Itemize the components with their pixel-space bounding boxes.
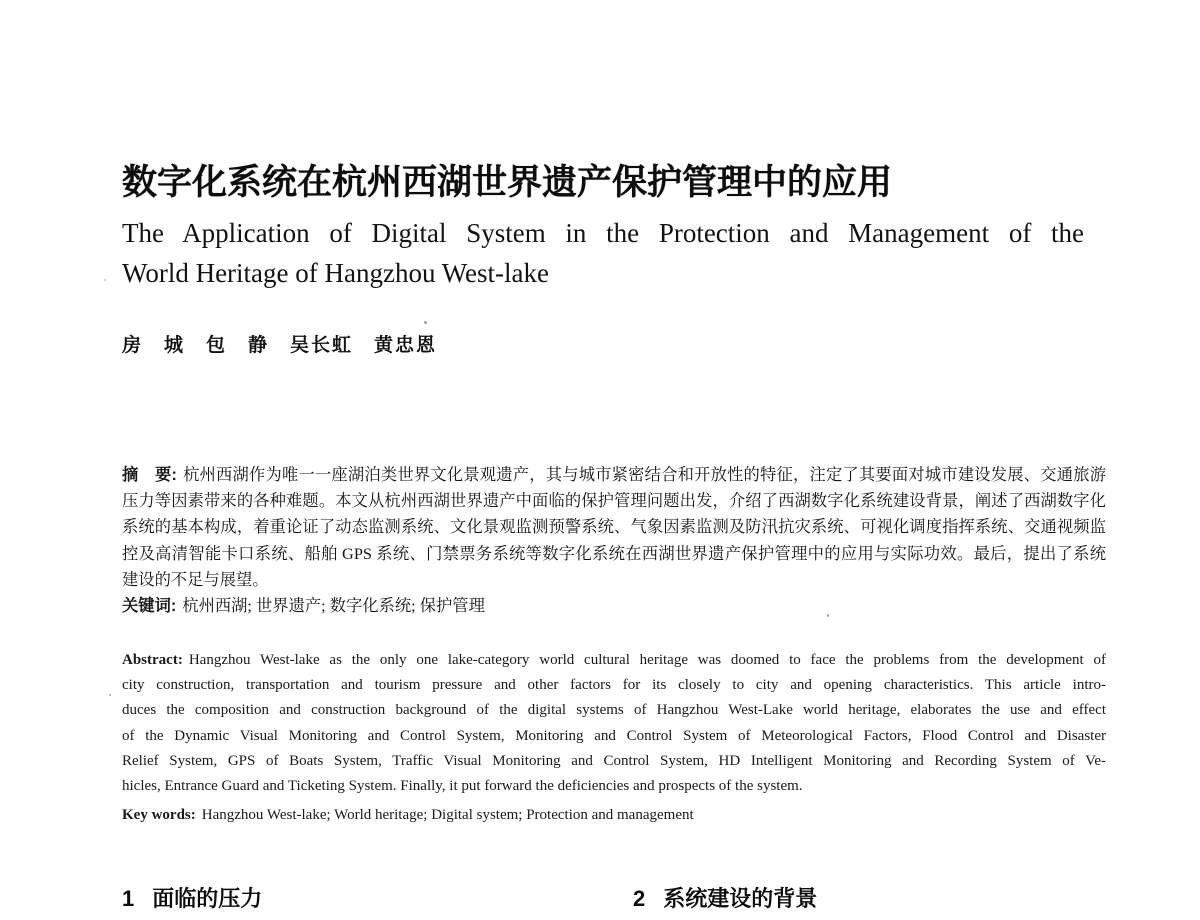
abstract-en-line: of the Dynamic Visual Monitoring and Control System, Monitoring and Control System of Meteorological Factors, Flood Control and Disaster (122, 727, 1106, 744)
abstract-zh-line: 控及高清智能卡口系统、船舶 GPS 系统、门禁票务系统等数字化系统在西湖世界遗产保护管理中的应用与实际功效。最后，提出了系统 (122, 543, 1106, 563)
section-title: 面临的压力 (152, 886, 263, 911)
section-heading-1 (122, 884, 262, 915)
paper-title-en-line1: The Application of Digital System in the Protection and Management of the (122, 218, 1084, 248)
abstract-en (122, 648, 1106, 828)
abstract-en-line: duces the composition and construction background of the digital systems of Hangzhou West-Lake world heritage, elaborates the use and effect (122, 702, 1106, 719)
scan-speck (109, 694, 111, 696)
keywords-en-text: Hangzhou West-lake; World heritage; Digital system; Protection and management (201, 807, 694, 824)
section-number: 1 (122, 886, 135, 911)
paper-title-en-line2: World Heritage of Hangzhou West-lake (122, 258, 550, 288)
keywords-zh (122, 593, 1106, 619)
keywords-en-label: Key words: (122, 807, 196, 824)
abstract-zh (122, 462, 1106, 619)
paper-title-en (122, 213, 1084, 293)
abstract-zh-label: 摘 要: (122, 466, 177, 484)
section-title: 系统建设的背景 (663, 886, 818, 911)
section-number: 2 (633, 886, 646, 911)
keywords-en (122, 803, 1106, 828)
abstract-en-line: hicles, Entrance Guard and Ticketing System. Finally, it put forward the deficiencies and prospects of the system. (122, 778, 803, 795)
scan-speck (104, 279, 106, 281)
abstract-en-line (122, 648, 1106, 673)
abstract-en-label: Abstract: (122, 652, 183, 668)
scan-speck (827, 614, 829, 617)
abstract-zh-text: 杭州西湖作为唯一一座湖泊类世界文化景观遗产，其与城市紧密结合和开放性的特征，注定了其要面对城市建设发展、交通旅游 (182, 465, 1106, 484)
paper-title-zh: 数字化系统在杭州西湖世界遗产保护管理中的应用 (122, 163, 893, 203)
section-heading-2 (633, 884, 817, 915)
abstract-en-line: city construction, transportation and tourism pressure and other factors for its closely to city and opening characteristics. This article intro- (122, 677, 1106, 694)
abstract-zh-line: 建设的不足与展望。 (122, 569, 269, 589)
scan-speck (424, 321, 427, 324)
abstract-zh-line: 系统的基本构成，着重论证了动态监测系统、文化景观监测预警系统、气象因素监测及防汛抗灾系统、可视化调度指挥系统、交通视频监 (122, 517, 1106, 537)
keywords-zh-label: 关键词: (122, 597, 177, 616)
abstract-zh-line: 压力等因素带来的各种难题。本文从杭州西湖世界遗产中面临的保护管理问题出发，介绍了西湖数字化系统建设背景，阐述了西湖数字化 (122, 491, 1106, 511)
authors-line: 房 城 包 静 吴长虹 黄忠恩 (122, 335, 438, 356)
abstract-en-text: Hangzhou West-lake as the only one lake-category world cultural heritage was doomed to face the problems from the development of (188, 652, 1106, 668)
keywords-zh-text: 杭州西湖; 世界遗产; 数字化系统; 保护管理 (182, 596, 485, 616)
abstract-zh-line (122, 462, 1106, 488)
abstract-en-line: Relief System, GPS of Boats System, Traffic Visual Monitoring and Control System, HD Intelligent Monitoring and Recording System of Ve- (122, 752, 1106, 769)
